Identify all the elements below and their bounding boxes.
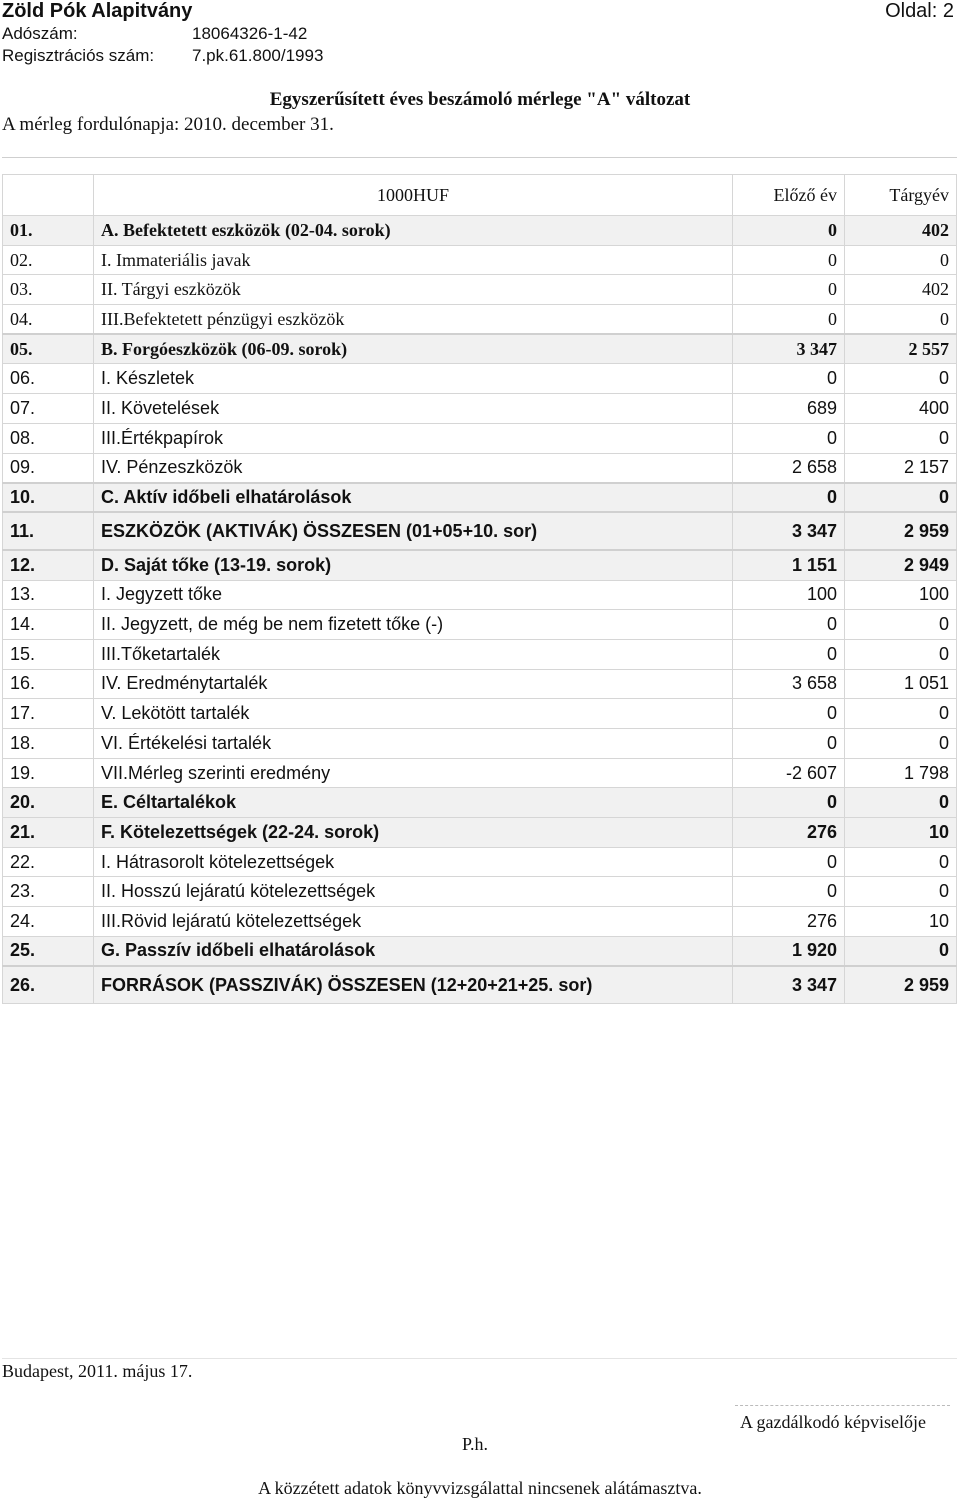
current-year-value: 1 051 [845, 669, 957, 699]
current-year-value: 2 157 [845, 453, 957, 483]
row-number: 22. [3, 847, 94, 877]
table-row [3, 550, 957, 580]
row-label: ESZKÖZÖK (AKTIVÁK) ÖSSZESEN (01+05+10. sor) [94, 512, 733, 550]
current-year-value: 10 [845, 818, 957, 848]
table-row [3, 729, 957, 759]
table-row [3, 639, 957, 669]
table-row [3, 580, 957, 610]
row-number: 25. [3, 936, 94, 966]
row-label: I. Jegyzett tőke [94, 580, 733, 610]
row-label: A. Befektetett eszközök (02-04. sorok) [94, 216, 733, 246]
row-label: III.Rövid lejáratú kötelezettségek [94, 907, 733, 937]
current-year-value: 1 798 [845, 758, 957, 788]
row-label: IV. Eredménytartalék [94, 669, 733, 699]
table-row [3, 394, 957, 424]
table-row [3, 936, 957, 966]
current-year-value: 0 [845, 936, 957, 966]
row-number: 09. [3, 453, 94, 483]
row-label: E. Céltartalékok [94, 788, 733, 818]
row-label: VI. Értékelési tartalék [94, 729, 733, 759]
registration-value: 7.pk.61.800/1993 [192, 46, 324, 65]
divider [2, 157, 957, 158]
row-label: III.Értékpapírok [94, 423, 733, 453]
table-row [3, 483, 957, 513]
row-label: IV. Pénzeszközök [94, 453, 733, 483]
representative-label: A gazdálkodó képviselője [740, 1412, 926, 1432]
row-number: 26. [3, 966, 94, 1004]
row-number: 12. [3, 550, 94, 580]
table-row [3, 423, 957, 453]
previous-year-value: 0 [733, 245, 845, 275]
row-label: II. Követelések [94, 394, 733, 424]
row-label: I. Immateriális javak [94, 245, 733, 275]
current-year-value: 0 [845, 245, 957, 275]
table-row [3, 275, 957, 305]
row-label: II. Jegyzett, de még be nem fizetett tőke (-) [94, 610, 733, 640]
row-label: F. Kötelezettségek (22-24. sorok) [94, 818, 733, 848]
balance-sheet-table [2, 174, 957, 1004]
balance-date: A mérleg fordulónapja: 2010. december 31. [2, 114, 334, 135]
tax-number-label: Adószám: [2, 24, 78, 43]
table-row [3, 758, 957, 788]
previous-year-value: 0 [733, 483, 845, 513]
table-row [3, 364, 957, 394]
table-row [3, 877, 957, 907]
header-current-year: Tárgyév [845, 175, 957, 216]
current-year-value: 400 [845, 394, 957, 424]
table-row [3, 847, 957, 877]
header-previous-year: Előző év [733, 175, 845, 216]
audit-disclaimer: A közzétett adatok könyvvizsgálattal nincsenek alátámasztva. [258, 1478, 702, 1498]
tax-number-row [2, 24, 307, 44]
previous-year-value: -2 607 [733, 758, 845, 788]
row-label: B. Forgóeszközök (06-09. sorok) [94, 334, 733, 364]
table-row [3, 453, 957, 483]
table-header-row [3, 175, 957, 216]
previous-year-value: 0 [733, 788, 845, 818]
table-row [3, 334, 957, 364]
current-year-value: 0 [845, 788, 957, 818]
row-number: 07. [3, 394, 94, 424]
table-row [3, 512, 957, 550]
row-number: 10. [3, 483, 94, 513]
row-label: I. Készletek [94, 364, 733, 394]
row-number: 04. [3, 305, 94, 335]
current-year-value: 0 [845, 305, 957, 335]
row-number: 14. [3, 610, 94, 640]
previous-year-value: 0 [733, 610, 845, 640]
current-year-value: 2 949 [845, 550, 957, 580]
row-number: 16. [3, 669, 94, 699]
signature-line [735, 1405, 950, 1406]
current-year-value: 402 [845, 275, 957, 305]
row-number: 05. [3, 334, 94, 364]
row-number: 18. [3, 729, 94, 759]
row-number: 13. [3, 580, 94, 610]
row-number: 02. [3, 245, 94, 275]
previous-year-value: 0 [733, 847, 845, 877]
row-number: 15. [3, 639, 94, 669]
row-label: C. Aktív időbeli elhatárolások [94, 483, 733, 513]
current-year-value: 0 [845, 639, 957, 669]
previous-year-value: 3 347 [733, 334, 845, 364]
previous-year-value: 0 [733, 423, 845, 453]
previous-year-value: 0 [733, 729, 845, 759]
row-number: 19. [3, 758, 94, 788]
row-number: 24. [3, 907, 94, 937]
current-year-value: 0 [845, 483, 957, 513]
previous-year-value: 276 [733, 907, 845, 937]
row-number: 17. [3, 699, 94, 729]
row-label: V. Lekötött tartalék [94, 699, 733, 729]
current-year-value: 100 [845, 580, 957, 610]
previous-year-value: 0 [733, 216, 845, 246]
table-row [3, 699, 957, 729]
row-label: III.Befektetett pénzügyi eszközök [94, 305, 733, 335]
header-spacer [3, 175, 94, 216]
current-year-value: 0 [845, 364, 957, 394]
row-label: I. Hátrasorolt kötelezettségek [94, 847, 733, 877]
current-year-value: 0 [845, 877, 957, 907]
previous-year-value: 3 347 [733, 966, 845, 1004]
current-year-value: 402 [845, 216, 957, 246]
previous-year-value: 0 [733, 364, 845, 394]
row-label: III.Tőketartalék [94, 639, 733, 669]
registration-label: Regisztrációs szám: [2, 46, 155, 65]
previous-year-value: 3 347 [733, 512, 845, 550]
tax-number-value: 18064326-1-42 [192, 24, 308, 43]
current-year-value: 2 557 [845, 334, 957, 364]
previous-year-value: 0 [733, 275, 845, 305]
previous-year-value: 0 [733, 699, 845, 729]
page-label: Oldal: 2 [885, 0, 954, 22]
table-row [3, 669, 957, 699]
previous-year-value: 100 [733, 580, 845, 610]
row-number: 23. [3, 877, 94, 907]
current-year-value: 10 [845, 907, 957, 937]
previous-year-value: 3 658 [733, 669, 845, 699]
row-label: G. Passzív időbeli elhatárolások [94, 936, 733, 966]
previous-year-value: 0 [733, 877, 845, 907]
table-row [3, 966, 957, 1004]
row-number: 08. [3, 423, 94, 453]
previous-year-value: 2 658 [733, 453, 845, 483]
table-row [3, 907, 957, 937]
table-body [3, 216, 957, 1004]
row-label: II. Hosszú lejáratú kötelezettségek [94, 877, 733, 907]
row-number: 21. [3, 818, 94, 848]
row-number: 03. [3, 275, 94, 305]
current-year-value: 2 959 [845, 512, 957, 550]
current-year-value: 0 [845, 729, 957, 759]
footer-divider [2, 1358, 957, 1359]
previous-year-value: 1 151 [733, 550, 845, 580]
row-number: 20. [3, 788, 94, 818]
org-name: Zöld Pók Alapitvány [2, 0, 193, 22]
report-title: Egyszerűsített éves beszámoló mérlege "A" változat [269, 89, 691, 110]
table-row [3, 788, 957, 818]
place-date: Budapest, 2011. május 17. [2, 1361, 193, 1381]
row-number: 11. [3, 512, 94, 550]
header-currency: 1000HUF [94, 175, 733, 216]
current-year-value: 0 [845, 699, 957, 729]
row-label: VII.Mérleg szerinti eredmény [94, 758, 733, 788]
previous-year-value: 689 [733, 394, 845, 424]
table-row [3, 305, 957, 335]
row-label: D. Saját tőke (13-19. sorok) [94, 550, 733, 580]
row-label: FORRÁSOK (PASSZIVÁK) ÖSSZESEN (12+20+21+25. sor) [94, 966, 733, 1004]
table-row [3, 245, 957, 275]
stamp-place: P.h. [462, 1434, 489, 1454]
current-year-value: 2 959 [845, 966, 957, 1004]
registration-row [2, 46, 323, 66]
table-row [3, 216, 957, 246]
current-year-value: 0 [845, 423, 957, 453]
previous-year-value: 276 [733, 818, 845, 848]
current-year-value: 0 [845, 610, 957, 640]
previous-year-value: 1 920 [733, 936, 845, 966]
previous-year-value: 0 [733, 639, 845, 669]
row-label: II. Tárgyi eszközök [94, 275, 733, 305]
row-number: 01. [3, 216, 94, 246]
table-row [3, 610, 957, 640]
current-year-value: 0 [845, 847, 957, 877]
previous-year-value: 0 [733, 305, 845, 335]
table-row [3, 818, 957, 848]
row-number: 06. [3, 364, 94, 394]
